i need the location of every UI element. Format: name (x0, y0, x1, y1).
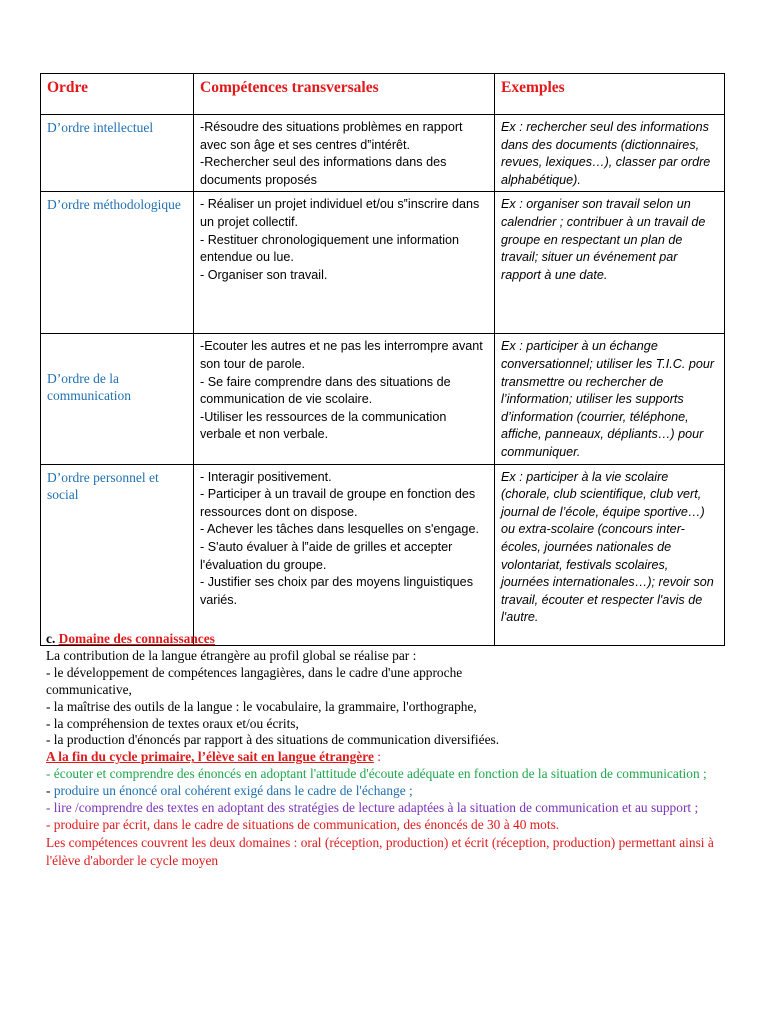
row-exemples: Ex : participer à la vie scolaire (chorale, club scientifique, club vert, journal de l’école, équipe sportive…) ou extra-scolaire (concours inter-écoles, journées nationales de volontariat, festivals scolaires, journées internationales…); revoir son travail, écouter et respecter l'avis de l'autre. (495, 464, 725, 645)
row-competences (194, 192, 495, 334)
section-heading (46, 631, 746, 648)
goal-write: - produire par écrit, dans le cadre de situations de communication, des énoncés de 30 à 40 mots. (46, 816, 560, 832)
header-ordre: Ordre (41, 74, 194, 115)
competence-line: - Réaliser un projet individuel et/ou s‟inscrire dans un projet collectif. (200, 197, 480, 229)
list-item: - la maîtrise des outils de la langue : le vocabulaire, la grammaire, l'orthographe, (46, 698, 477, 714)
competence-line: - Achever les tâches dans lesquelles on s'engage. (200, 522, 479, 537)
competence-line: -Ecouter les autres et ne pas les interrompre avant son tour de parole. (200, 339, 483, 371)
row-exemples: Ex : participer à un échange conversationnel; utiliser les T.I.C. pour transmettre ou rechercher de l’information; utiliser les supports d’information (courrier, téléphone, affiche, panneaux, dépliants…) pour communiquer. (495, 334, 725, 464)
goal-listen: - écouter et comprendre des énoncés en adoptant l'attitude d'écoute adéquate en fonction de la situation de communication ; (46, 766, 707, 782)
header-exemples: Exemples (495, 74, 725, 115)
row-ordre: D’ordre de la communication (41, 334, 194, 464)
table-row (41, 115, 725, 192)
header-competences: Compétences transversales (194, 74, 495, 115)
competence-line: -Rechercher seul des informations dans des documents proposés (200, 155, 447, 187)
row-ordre: D’ordre personnel et social (41, 464, 194, 645)
row-competences (194, 115, 495, 192)
row-exemples: Ex : organiser son travail selon un calendrier ; contribuer à un travail de groupe en respectant un plan de travail; situer un événement par rapport à une date. (495, 192, 725, 334)
section-intro: La contribution de la langue étrangère au profil global se réalise par : (46, 647, 417, 663)
competence-line: - Restituer chronologiquement une information entendue ou lue. (200, 232, 460, 265)
competence-line: - Organiser son travail. (200, 267, 328, 282)
subtitle-colon: : (373, 749, 381, 765)
row-competences (194, 334, 495, 464)
goal-speak-dash: - (46, 783, 54, 799)
goal-speak: produire un énoncé oral cohérent exigé dans le cadre de l'échange ; (53, 783, 413, 799)
competence-line: - S'auto évaluer à l‟aide de grilles et accepter l'évaluation du groupe. (200, 539, 453, 572)
competence-line: - Participer à un travail de groupe en fonction des ressources dont on dispose. (200, 487, 476, 519)
goal-read: - lire /comprendre des textes en adoptant des stratégies de lecture adaptées à la situation de communication et au support ; (46, 800, 699, 816)
table-header-row (41, 74, 725, 115)
list-item: - la production d'énoncés par rapport à des situations de communication diversifiées. (46, 732, 500, 748)
competence-line: - Justifier ses choix par des moyens linguistiques variés. (200, 575, 473, 607)
competence-line: - Interagir positivement. (200, 469, 332, 484)
row-ordre: D’ordre méthodologique (41, 192, 194, 334)
row-ordre: D’ordre intellectuel (41, 115, 194, 192)
competence-line: -Résoudre des situations problèmes en rapport avec son âge et ses centres d‟intérêt. (200, 120, 463, 152)
section-subtitle-line (46, 749, 746, 766)
table-row (41, 464, 725, 645)
section-conclusion: Les compétences couvrent les deux domaines : oral (réception, production) et écrit (réception, production) permettant ainsi à l'élève d'aborder le cycle moyen (46, 834, 714, 868)
section-letter: c. (46, 631, 56, 646)
list-item: - le développement de compétences langagières, dans le cadre d'une approche communicative, (46, 664, 463, 697)
goal-speak-line (46, 783, 746, 800)
row-competences (194, 464, 495, 645)
table-row (41, 192, 725, 334)
knowledge-section (46, 631, 746, 870)
competence-line: -Utiliser les ressources de la communication verbale et non verbale. (200, 409, 447, 442)
table-row (41, 334, 725, 464)
row-exemples: Ex : rechercher seul des informations dans des documents (dictionnaires, revues, lexiques…), classer par ordre alphabétique). (495, 115, 725, 192)
competence-line: - Se faire comprendre dans des situations de communication de vie scolaire. (200, 374, 451, 407)
list-item: - la compréhension de textes oraux et/ou écrits, (46, 715, 299, 731)
competences-table (40, 73, 725, 646)
section-subtitle: A la fin du cycle primaire, l’élève sait en langue étrangère (46, 749, 374, 765)
section-title: Domaine des connaissances (58, 631, 215, 646)
